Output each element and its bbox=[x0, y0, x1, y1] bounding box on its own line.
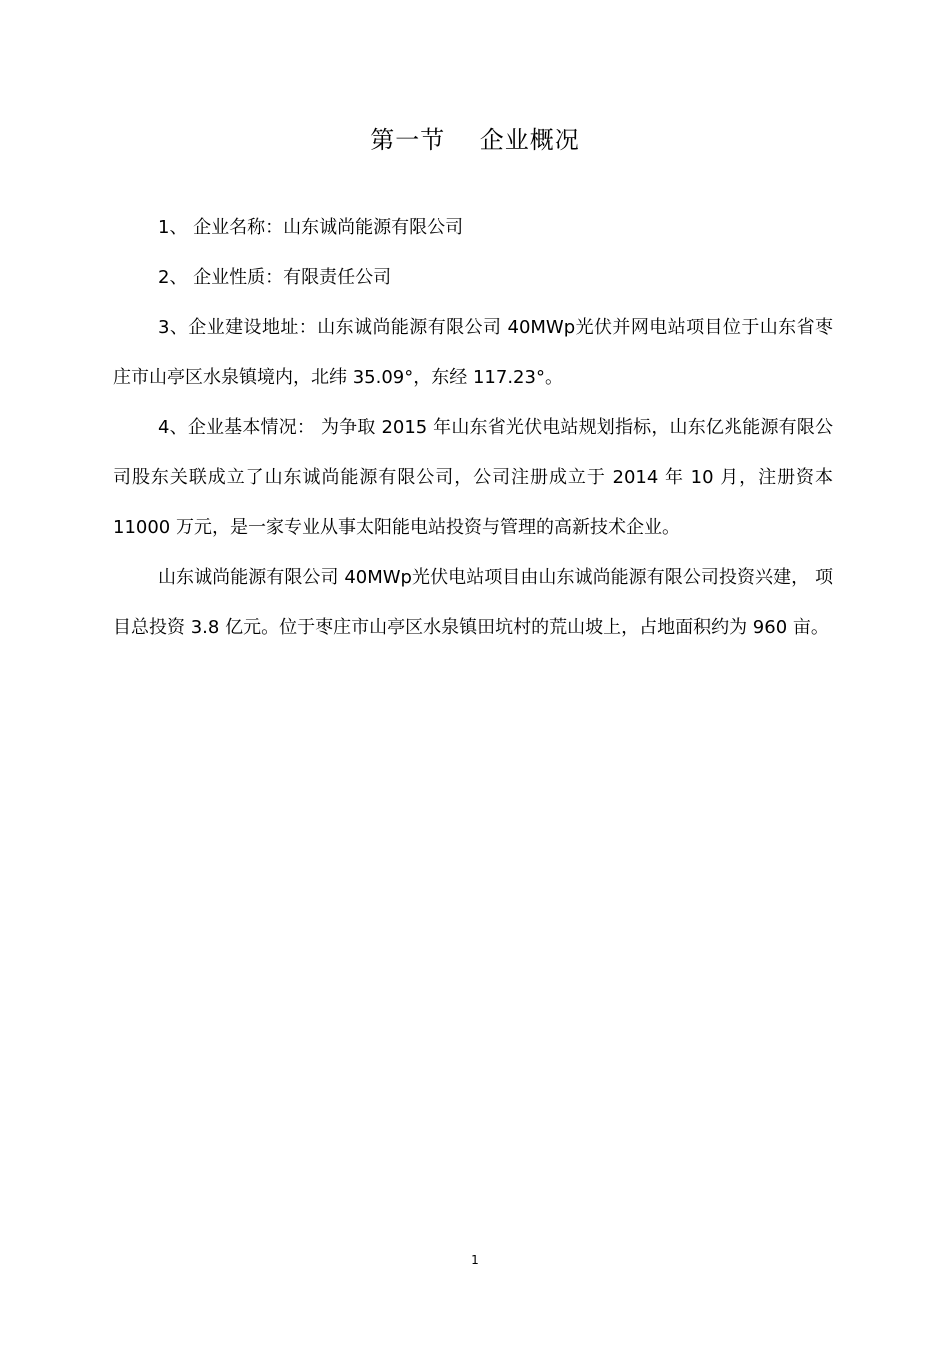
construction-address-paragraph: 3、企业建设地址：山东诚尚能源有限公司 40MWp光伏并网电站项目位于山东省枣庄市山亭区水泉镇境内，北纬 35.09°，东经 117.23°。 bbox=[113, 317, 833, 388]
page-number: 1 bbox=[471, 1253, 479, 1267]
document-body bbox=[113, 203, 833, 653]
company-name-paragraph: 1、 企业名称：山东诚尚能源有限公司 bbox=[158, 217, 464, 238]
company-nature-paragraph: 2、 企业性质：有限责任公司 bbox=[158, 267, 392, 288]
basic-info-paragraph: 4、企业基本情况： 为争取 2015 年山东省光伏电站规划指标，山东亿兆能源有限公司股东关联成立了山东诚尚能源有限公司，公司注册成立于 2014 年 10 月，注册资本 11000 万元，是一家专业从事太阳能电站投资与管理的高新技术企业。 bbox=[113, 417, 833, 538]
section-title: 第一节 企业概况 bbox=[370, 126, 580, 154]
project-overview-paragraph: 山东诚尚能源有限公司 40MWp光伏电站项目由山东诚尚能源有限公司投资兴建， 项目总投资 3.8 亿元。位于枣庄市山亭区水泉镇田坑村的荒山坡上，占地面积约为 960 亩。 bbox=[113, 567, 833, 638]
